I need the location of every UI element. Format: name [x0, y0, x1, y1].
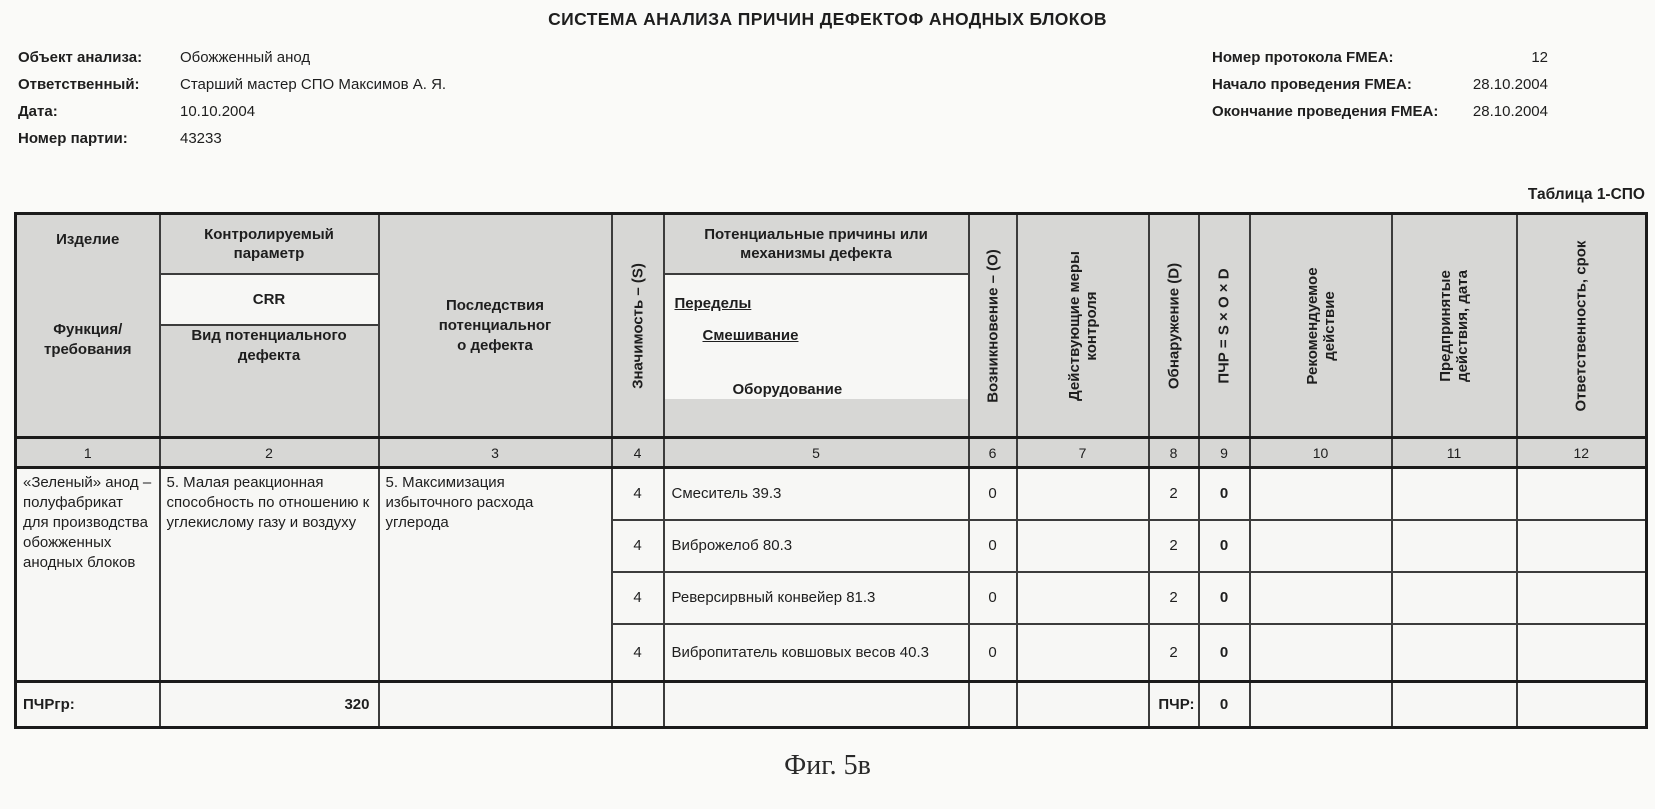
column-number-cell: 5: [664, 438, 969, 468]
total-rpn-label: ПЧР:: [1149, 682, 1199, 728]
empty-cell: [1392, 520, 1517, 572]
rpn-cell: 0: [1199, 624, 1250, 682]
empty-cell: [1250, 624, 1392, 682]
column-number-cell: 3: [379, 438, 612, 468]
controls-cell: [1017, 520, 1149, 572]
empty-cell: [1517, 682, 1647, 728]
meta-value: Обожженный анод: [180, 49, 311, 66]
header-cell-causes: [664, 214, 969, 438]
detection-cell: 2: [1149, 624, 1199, 682]
meta-left-block: [18, 44, 446, 152]
meta-value: 28.10.2004: [1472, 103, 1548, 120]
group-rpn-value: 320: [160, 682, 379, 728]
meta-label: Дата:: [18, 103, 58, 120]
empty-cell: [1517, 468, 1647, 520]
total-rpn-value: 0: [1199, 682, 1250, 728]
product-cell: «Зеленый» анод – полуфабрикат для производства обожженных анодных блоков: [16, 468, 160, 682]
empty-cell: [379, 682, 612, 728]
meta-row-responsible: [18, 71, 446, 98]
controls-cell: [1017, 624, 1149, 682]
rpn-cell: 0: [1199, 468, 1250, 520]
header-item-label: Изделие: [56, 231, 120, 248]
severity-cell: 4: [612, 468, 664, 520]
consequence-text: 5. Максимизация избыточного расхода углерода: [385, 474, 534, 531]
header-cell-product: [16, 214, 160, 438]
meta-row-date: [18, 98, 446, 125]
header-cell-detection: [1149, 214, 1199, 438]
header-cell-rpn: [1199, 214, 1250, 438]
defect-type-label: Вид потенциального дефекта: [191, 327, 347, 364]
meta-value: 43233: [180, 130, 222, 147]
figure-caption: Фиг. 5в: [784, 750, 871, 781]
meta-value: 28.10.2004: [1472, 76, 1548, 93]
causes-subcells: [665, 215, 968, 399]
column-number-cell: 2: [160, 438, 379, 468]
controlled-parameter-label: Контролируемый параметр: [161, 215, 378, 275]
column-number-cell: 12: [1517, 438, 1647, 468]
meta-value: Старший мастер СПО Максимов А. Я.: [180, 76, 447, 93]
responsibility-label: Ответственность, срок: [1572, 240, 1590, 411]
defect-cell: 5. Малая реакционная способность по отношению к углекислому газу и воздуху: [160, 468, 379, 682]
severity-label: Значимость – (S): [629, 262, 646, 389]
controls-label: Действующие меры контроля: [1065, 250, 1100, 401]
column-number-cell: 1: [16, 438, 160, 468]
cause-cell: Реверсирвный конвейер 81.3: [664, 572, 969, 624]
meta-label: Окончание проведения FMEA:: [1212, 103, 1439, 120]
rpn-formula-label: ПЧР = S × O × D: [1215, 267, 1233, 384]
occurrence-cell: 0: [969, 572, 1017, 624]
header-cell-recommended-action: [1250, 214, 1392, 438]
empty-cell: [1517, 624, 1647, 682]
meta-label: Номер партии:: [18, 130, 128, 147]
table-header-row: [16, 214, 1647, 438]
column-number-cell: 7: [1017, 438, 1149, 468]
taken-actions-label: Предпринятые действия, дата: [1437, 269, 1471, 382]
parameter-subcells: [161, 215, 378, 366]
column-number-cell: 4: [612, 438, 664, 468]
rpn-cell: 0: [1199, 572, 1250, 624]
empty-cell: [1517, 572, 1647, 624]
header-function-label: Функция/требования: [44, 321, 132, 358]
empty-cell: [1017, 682, 1149, 728]
empty-cell: [1250, 572, 1392, 624]
meta-right-block: [1212, 44, 1548, 125]
column-number-cell: 9: [1199, 438, 1250, 468]
column-number-cell: 10: [1250, 438, 1392, 468]
empty-cell: [1392, 682, 1517, 728]
column-number-row: [16, 438, 1647, 468]
empty-cell: [612, 682, 664, 728]
crr-label: CRR: [161, 275, 378, 326]
empty-cell: [1250, 682, 1392, 728]
cause-cell: Виброжелоб 80.3: [664, 520, 969, 572]
column-number-cell: 6: [969, 438, 1017, 468]
meta-row-fmea-end: [1212, 98, 1548, 125]
empty-cell: [1517, 520, 1647, 572]
occurrence-cell: 0: [969, 624, 1017, 682]
detection-cell: 2: [1149, 572, 1199, 624]
severity-cell: 4: [612, 624, 664, 682]
empty-cell: [969, 682, 1017, 728]
totals-row: [16, 682, 1647, 728]
stage-oborudovanie-label: Оборудование: [732, 381, 843, 398]
causes-label: Потенциальные причины или механизмы дефекта: [665, 215, 968, 275]
occurrence-cell: 0: [969, 520, 1017, 572]
stage-peredely-label: Переделы: [674, 295, 752, 312]
header-cell-taken-actions: [1392, 214, 1517, 438]
meta-row-object: [18, 44, 446, 71]
page-title: СИСТЕМА АНАЛИЗА ПРИЧИН ДЕФЕКТОФ АНОДНЫХ БЛОКОВ: [548, 9, 1107, 29]
occurrence-label: Возникновение – (O): [984, 248, 1001, 403]
recommended-action-label: Рекомендуемое действие: [1303, 266, 1338, 385]
header-cell-occurrence: [969, 214, 1017, 438]
meta-label: Ответственный:: [18, 76, 140, 93]
empty-cell: [1250, 520, 1392, 572]
process-stages: [665, 275, 968, 399]
group-rpn-label: ПЧРгр:: [16, 682, 160, 728]
consequence-cell: [379, 468, 612, 682]
stage-smeshivanie-label: Смешивание: [702, 327, 799, 344]
meta-value: 12: [1531, 49, 1548, 66]
rpn-cell: 0: [1199, 520, 1250, 572]
meta-row-batch: [18, 125, 446, 152]
meta-label: Начало проведения FMEA:: [1212, 76, 1412, 93]
meta-value: 10.10.2004: [180, 103, 256, 120]
fmea-table: [14, 212, 1648, 729]
empty-cell: [1392, 468, 1517, 520]
header-cell-controls: [1017, 214, 1149, 438]
header-cell-responsibility: [1517, 214, 1647, 438]
meta-row-fmea-start: [1212, 71, 1548, 98]
meta-row-protocol-number: [1212, 44, 1548, 71]
detection-label: Обнаружение (D): [1165, 262, 1182, 389]
meta-label: Номер протокола FMEA:: [1212, 49, 1394, 66]
data-row: [16, 468, 1647, 520]
header-cell-consequences: [379, 214, 612, 438]
header-cell-severity: [612, 214, 664, 438]
table-label: Таблица 1-СПО: [1527, 186, 1645, 203]
severity-cell: 4: [612, 572, 664, 624]
column-number-cell: 11: [1392, 438, 1517, 468]
controls-cell: [1017, 572, 1149, 624]
controls-cell: [1017, 468, 1149, 520]
detection-cell: 2: [1149, 468, 1199, 520]
detection-cell: 2: [1149, 520, 1199, 572]
cause-cell: Вибропитатель ковшовых весов 40.3: [664, 624, 969, 682]
severity-cell: 4: [612, 520, 664, 572]
column-number-cell: 8: [1149, 438, 1199, 468]
empty-cell: [1392, 572, 1517, 624]
header-cell-parameter: [160, 214, 379, 438]
cause-cell: Смеситель 39.3: [664, 468, 969, 520]
consequences-label: Последствия потенциальног о дефекта: [438, 296, 552, 354]
empty-cell: [1250, 468, 1392, 520]
empty-cell: [1392, 624, 1517, 682]
occurrence-cell: 0: [969, 468, 1017, 520]
empty-cell: [664, 682, 969, 728]
meta-label: Объект анализа:: [18, 49, 143, 66]
